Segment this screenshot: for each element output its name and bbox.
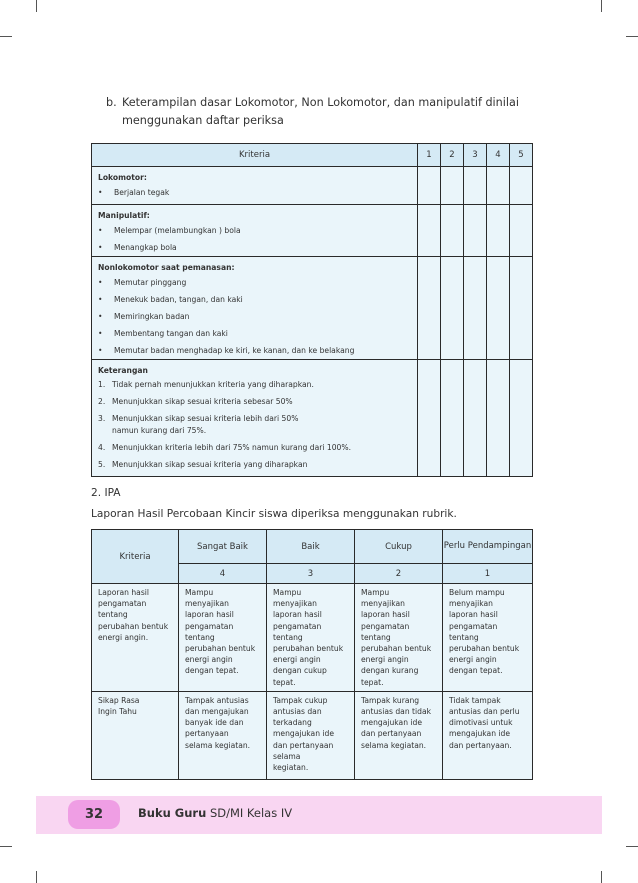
line: terkadang (273, 718, 312, 728)
line: energi angin (185, 655, 233, 665)
bullet: • (98, 226, 103, 235)
score-cell[interactable] (441, 257, 464, 360)
keterangan-item (92, 413, 417, 437)
rubric-row (92, 691, 533, 779)
crop-mark (626, 36, 638, 37)
bullet: • (98, 278, 103, 287)
footer-band (36, 796, 602, 834)
line: laporan hasil (273, 610, 322, 620)
line: Belum mampu (449, 588, 505, 597)
line: energi angin (273, 655, 321, 665)
group-lokomotor (92, 167, 418, 205)
group-manipulatif (92, 205, 418, 257)
line: perubahan bentuk (273, 644, 344, 654)
level-score: 4 (179, 564, 267, 584)
score-cell[interactable] (441, 360, 464, 477)
rubric-criteria (92, 584, 179, 692)
item-text: Memutar badan menghadap ke kiri, ke kanan, dan ke belakang (114, 346, 355, 355)
level-header: Sangat Baik (179, 530, 267, 564)
checklist-row (92, 205, 533, 257)
crop-mark (0, 36, 12, 37)
line: perubahan bentuk (361, 644, 432, 654)
score-cell[interactable] (441, 205, 464, 257)
checklist-table (91, 143, 533, 477)
score-cell[interactable] (487, 257, 510, 360)
line: antusias dan perlu (449, 707, 520, 717)
score-cell[interactable] (510, 167, 533, 205)
line: dan pertanyaan (273, 740, 334, 750)
crop-mark (601, 0, 602, 12)
level-header: Perlu Pendampingan (443, 530, 533, 564)
score-cell[interactable] (418, 205, 441, 257)
line: energi angin (449, 655, 497, 665)
rubric-cell (355, 691, 443, 779)
rubric-row (92, 584, 533, 692)
page-number: 32 (84, 807, 104, 822)
checklist-header-row (92, 144, 533, 167)
line: tentang (185, 632, 215, 642)
line: perubahan bentuk (449, 644, 520, 654)
item-text: Menunjukkan sikap sesuai kriteria lebih dari 50% namun kurang dari 75%. (112, 414, 299, 435)
item-text: Memiringkan badan (114, 312, 190, 321)
line: Tidak tampak (449, 695, 501, 705)
list-item (92, 291, 417, 308)
keterangan-item (92, 396, 417, 408)
bullet: • (98, 329, 103, 338)
bullet: • (98, 346, 103, 355)
item-text: Menunjukkan sikap sesuai kriteria yang diharapkan (112, 460, 308, 469)
line: tentang (361, 632, 391, 642)
bullet: • (98, 188, 103, 197)
score-cell[interactable] (418, 360, 441, 477)
group-title: Manipulatif: (98, 211, 150, 220)
rubric-cell (179, 584, 267, 692)
line: menyajikan (273, 599, 317, 609)
line: pengamatan (361, 621, 410, 631)
criteria-header: Kriteria (92, 144, 418, 167)
line: Tampak antusias (185, 695, 249, 705)
item-text: Memutar pinggang (114, 278, 187, 287)
line: menyajikan (361, 599, 405, 609)
level-score: 2 (355, 564, 443, 584)
crop-mark (36, 871, 37, 883)
line: dimotivasi untuk (449, 718, 513, 728)
score-cell[interactable] (487, 205, 510, 257)
checklist-row (92, 167, 533, 205)
item-text: Berjalan tegak (114, 188, 170, 197)
line: tepat. (361, 677, 384, 687)
rubric-cell (267, 584, 355, 692)
level-score: 1 (443, 564, 533, 584)
level-header: Cukup (355, 530, 443, 564)
section-b-text: Keterampilan dasar Lokomotor, Non Lokomotor, dan manipulatif dinilai menggunakan daftar periksa (122, 96, 519, 127)
rubric-cell (179, 691, 267, 779)
line: pengamatan (273, 621, 322, 631)
rubric-criteria-header: Kriteria (92, 530, 179, 584)
rubric-criteria (92, 691, 179, 779)
line: dengan cukup (273, 666, 327, 676)
crop-mark (36, 0, 37, 12)
line: mengajukan ide (273, 729, 335, 739)
line: tentang (273, 632, 303, 642)
line: selama kegiatan. (185, 740, 251, 750)
line: perubahan bentuk (185, 644, 256, 654)
line: Ingin Tahu (98, 707, 137, 717)
line: dan pertanyaan. (449, 740, 512, 750)
line: dengan kurang (361, 666, 419, 676)
list-item (92, 222, 417, 239)
score-cell[interactable] (464, 360, 487, 477)
item-text: Menangkap bola (114, 243, 177, 252)
keterangan-item (92, 459, 417, 471)
group-title: Nonlokomotor saat pemanasan: (98, 263, 235, 272)
rubric-cell (267, 691, 355, 779)
score-cell[interactable] (418, 167, 441, 205)
crop-mark (626, 846, 638, 847)
line: dengan tepat. (449, 666, 503, 676)
crop-mark (0, 846, 12, 847)
score-cell[interactable] (510, 360, 533, 477)
score-cell[interactable] (487, 360, 510, 477)
list-item (92, 342, 417, 359)
line: Mampu (185, 588, 214, 597)
section-b-label: b. (106, 96, 117, 109)
line: laporan hasil (185, 610, 234, 620)
line: tentang (449, 632, 479, 642)
score-cell[interactable] (464, 257, 487, 360)
score-cell[interactable] (464, 205, 487, 257)
line: menyajikan (185, 599, 229, 609)
item-number: 3. (98, 414, 106, 423)
keterangan-title: Keterangan (98, 366, 148, 375)
line: tentang (98, 610, 128, 620)
line: antusias dan tidak (361, 707, 432, 717)
item-number: 5. (98, 460, 106, 469)
rubric-cell (355, 584, 443, 692)
score-cell[interactable] (510, 257, 533, 360)
line: dan pertanyaan (361, 729, 422, 739)
rubric-cell (443, 691, 533, 779)
line: tepat. (273, 677, 296, 687)
line: pengamatan (185, 621, 234, 631)
line: antusias dan (273, 707, 322, 717)
keterangan-item (92, 379, 417, 391)
bullet: • (98, 243, 103, 252)
item-text: Menunjukkan kriteria lebih dari 75% namun kurang dari 100%. (112, 443, 351, 452)
section-2-description: Laporan Hasil Percobaan Kincir siswa diperiksa menggunakan rubrik. (91, 508, 457, 520)
line: energi angin (361, 655, 409, 665)
book-subtitle: SD/MI Kelas IV (209, 806, 293, 820)
line: pengamatan (449, 621, 498, 631)
line: mengajukan ide (449, 729, 511, 739)
score-cell[interactable] (441, 167, 464, 205)
line: perubahan bentuk (98, 621, 169, 631)
score-cell[interactable] (487, 167, 510, 205)
score-cell[interactable] (418, 257, 441, 360)
list-item (92, 274, 417, 291)
line: Laporan hasil (98, 588, 149, 597)
score-header: 5 (510, 144, 533, 167)
list-item (92, 184, 417, 201)
line: selama kegiatan. (361, 740, 427, 750)
line: pengamatan (98, 599, 147, 609)
keterangan-cell (92, 360, 418, 477)
line: Tampak cukup (273, 695, 328, 705)
crop-mark (601, 871, 602, 883)
item-number: 2. (98, 397, 106, 406)
line: kegiatan. (273, 763, 309, 773)
line: selama (273, 751, 301, 761)
rubric-table (91, 529, 533, 780)
score-header: 2 (441, 144, 464, 167)
item-text: Melempar (melambungkan ) bola (114, 226, 241, 235)
line: dan mengajukan (185, 707, 249, 717)
bullet: • (98, 295, 103, 304)
line: Mampu (273, 588, 302, 597)
line: laporan hasil (361, 610, 410, 620)
line: menyajikan (449, 599, 493, 609)
line: laporan hasil (449, 610, 498, 620)
level-header: Baik (267, 530, 355, 564)
group-title: Lokomotor: (98, 173, 147, 182)
bullet: • (98, 312, 103, 321)
keterangan-item (92, 442, 417, 454)
line: banyak ide dan (185, 718, 244, 728)
item-text: Menunjukkan sikap sesuai kriteria sebesar 50% (112, 397, 293, 406)
list-item (92, 239, 417, 256)
checklist-row (92, 257, 533, 360)
item-text: Tidak pernah menunjukkan kriteria yang diharapkan. (112, 380, 314, 389)
line: Mampu (361, 588, 390, 597)
group-nonlokomotor (92, 257, 418, 360)
list-item (92, 308, 417, 325)
line: energi angin. (98, 632, 149, 642)
item-text: Membentang tangan dan kaki (114, 329, 228, 338)
item-number: 1. (98, 380, 106, 389)
score-header: 4 (487, 144, 510, 167)
item-number: 4. (98, 443, 106, 452)
line: dengan tepat. (185, 666, 239, 676)
score-header: 1 (418, 144, 441, 167)
level-score: 3 (267, 564, 355, 584)
footer-book-title (138, 806, 292, 820)
book-title: Buku Guru (138, 806, 207, 820)
list-item (92, 325, 417, 342)
score-cell[interactable] (510, 205, 533, 257)
section-2-title: 2. IPA (91, 487, 121, 499)
section-b-heading (106, 94, 546, 130)
score-cell[interactable] (464, 167, 487, 205)
item-text: Menekuk badan, tangan, dan kaki (114, 295, 243, 304)
line: Tampak kurang (361, 695, 420, 705)
checklist-row (92, 360, 533, 477)
line: mengajukan ide (361, 718, 423, 728)
rubric-cell (443, 584, 533, 692)
line: pertanyaan (185, 729, 229, 739)
rubric-header-row (92, 530, 533, 564)
line: Sikap Rasa (98, 695, 140, 705)
score-header: 3 (464, 144, 487, 167)
